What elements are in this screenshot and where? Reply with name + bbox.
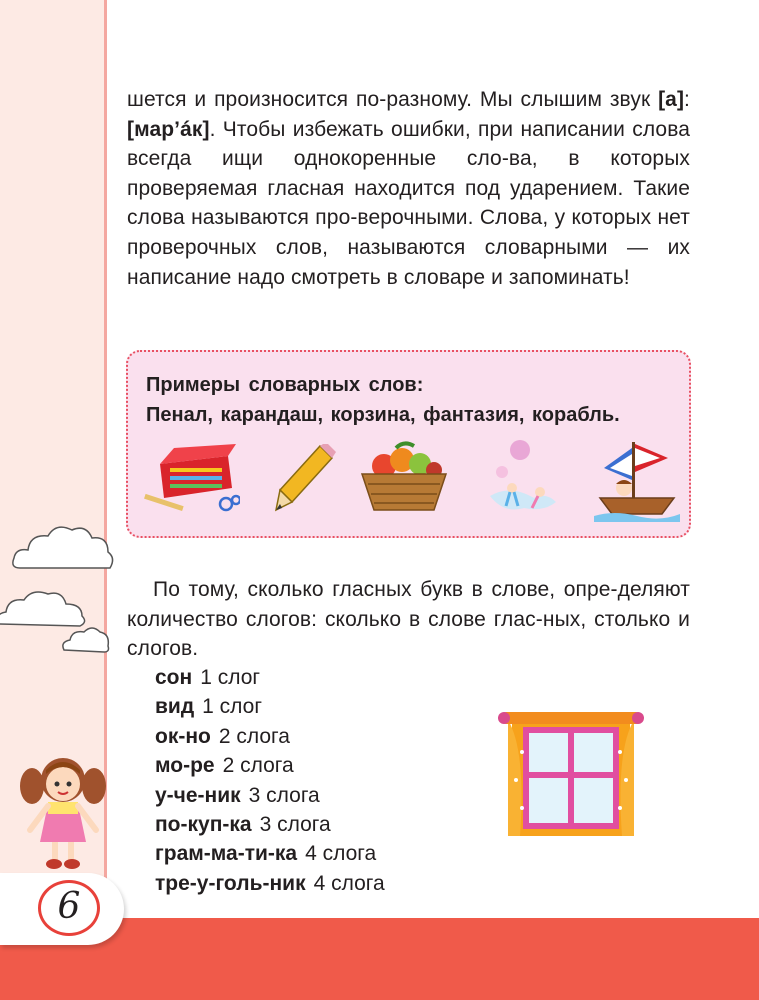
dictionary-box-title: Примеры словарных слов:	[146, 374, 424, 396]
syllable-word: у-че-ник	[155, 783, 241, 807]
syllable-count: 4 слога	[305, 842, 377, 866]
paragraph-1-text: звук	[609, 88, 659, 111]
syllable-count: 3 слога	[248, 783, 320, 807]
list-item	[155, 692, 385, 721]
girl-illustration-icon	[18, 752, 108, 872]
ship-icon	[594, 436, 680, 522]
cloud-icon	[10, 518, 118, 582]
list-item	[155, 722, 385, 751]
list-item	[155, 810, 385, 839]
syllable-count: 2 слога	[222, 754, 294, 778]
dictionary-box-words: Пенал, карандаш, корзина, фантазия, корабль.	[146, 404, 620, 426]
sound-a: [а]	[658, 88, 685, 111]
pencil-case-icon	[140, 444, 240, 516]
basket-icon	[356, 440, 452, 514]
syllable-word: мо-ре	[155, 754, 215, 778]
syllable-count: 1 слог	[200, 666, 261, 689]
syllable-word: ок-но	[155, 724, 211, 748]
transcription: [мар’áк]	[127, 117, 210, 141]
syllable-word: грам-ма-ти-ка	[155, 842, 298, 866]
page-number: 6	[38, 880, 100, 936]
pencil-icon	[274, 444, 336, 516]
syllable-count: 4 слога	[313, 871, 385, 895]
syllable-count: 2 слога	[218, 724, 290, 748]
syllable-word: по-куп-ка	[155, 812, 252, 836]
syllable-word: сон	[155, 666, 193, 689]
syllable-word: тре-у-голь-ник	[155, 871, 306, 895]
paragraph-1-line-1: шется и произносится по-разному. Мы слышим	[127, 88, 602, 111]
paragraph-2: По тому, сколько гласных букв в слове, опре-деляют количество слогов: сколько в слове глас-ных, столько и слогов.	[127, 578, 690, 661]
list-item	[155, 751, 385, 780]
list-item	[155, 869, 385, 898]
list-item	[155, 839, 385, 868]
syllable-list	[155, 663, 385, 898]
paragraph-1-rest: написании слова всегда ищи однокоренные сло-ва, в которых проверяемая гласная находится под ударением. Такие слова называются про-верочными. Слова, у которых нет проверочных слов, называются словарными — их написание надо смотреть в словаре и запоминать!	[127, 117, 691, 289]
list-item	[155, 663, 385, 692]
syllable-count: 1 слог	[202, 695, 262, 719]
syllable-count: 3 слога	[259, 812, 331, 836]
list-item	[155, 781, 385, 810]
dictionary-words-box	[126, 350, 691, 538]
window-illustration-icon	[498, 710, 644, 840]
paragraph-1-colon: :	[684, 88, 690, 111]
fantasy-icon	[480, 436, 566, 522]
cloud-icon	[60, 622, 112, 656]
paragraph-1	[127, 85, 690, 292]
syllable-word: вид	[155, 695, 195, 719]
paragraph-1-line-2-end: . Чтобы избежать ошибки, при	[209, 117, 514, 141]
